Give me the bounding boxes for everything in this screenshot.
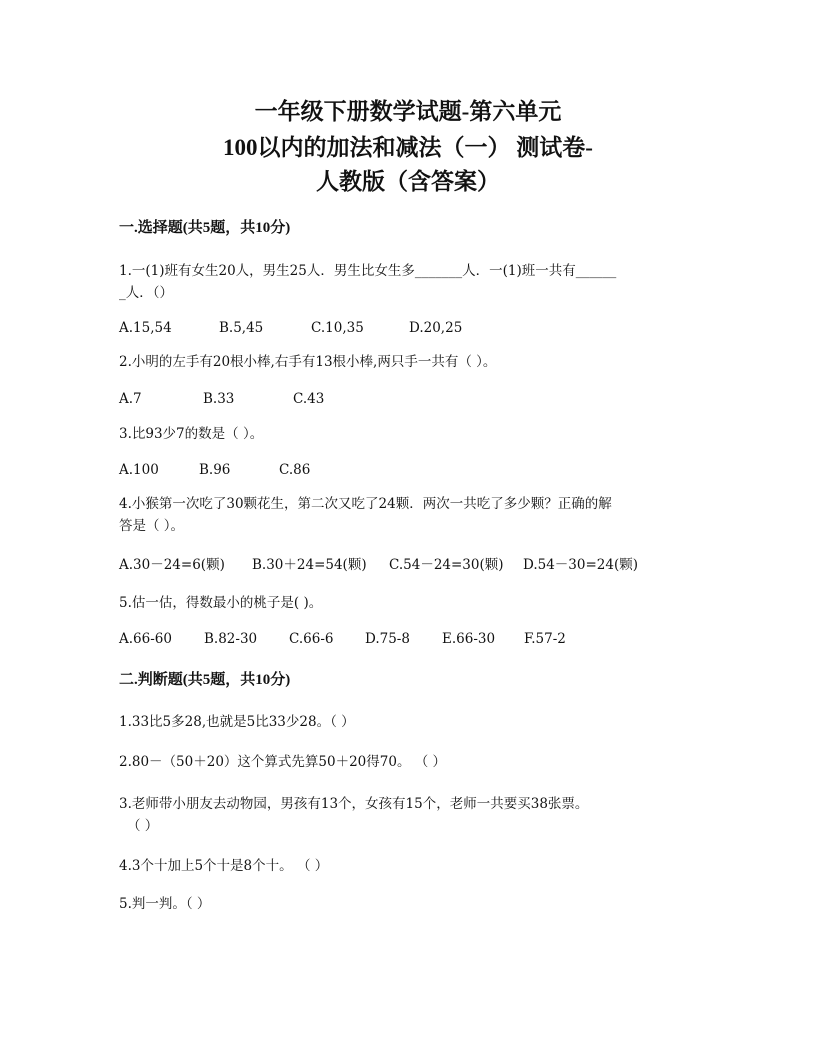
question-text: 5.判一判。（ ） bbox=[119, 896, 211, 912]
option-d: D.75-8 bbox=[365, 631, 410, 647]
option-c: C.54－24=30(颗) bbox=[389, 557, 504, 573]
worksheet-title-line-1: 一年级下册数学试题-第六单元 bbox=[254, 99, 562, 124]
choice-question-3 bbox=[119, 423, 709, 445]
worksheet-title-line-2: 100以内的加法和减法（一） 测试卷- bbox=[223, 135, 593, 160]
judgement-question-4 bbox=[119, 855, 709, 877]
judgement-question-2 bbox=[119, 751, 709, 773]
section-heading-multiple-choice: 一.选择题(共5题，共10分) bbox=[119, 220, 291, 236]
section-heading-true-false: 二.判断题(共5题，共10分) bbox=[119, 672, 291, 688]
option-b: B.5,45 bbox=[219, 320, 264, 336]
question-text: 2.80－（50＋20）这个算式先算50＋20得70。 （ ） bbox=[119, 754, 447, 770]
question-text: 1.一(1)班有女生20人，男生25人．男生比女生多_______人．一(1)班一共有______ bbox=[119, 263, 617, 279]
option-c: C.43 bbox=[293, 391, 325, 407]
option-b: B.33 bbox=[203, 391, 235, 407]
choice-question-2 bbox=[119, 351, 709, 373]
worksheet-title-line-3: 人教版（含答案） bbox=[316, 169, 500, 194]
judgement-question-5 bbox=[119, 893, 709, 915]
option-a: A.100 bbox=[119, 462, 159, 478]
question-text: 1.33比5多28,也就是5比33少28。（ ） bbox=[119, 714, 355, 730]
option-a: A.15,54 bbox=[119, 320, 172, 336]
option-c: C.10,35 bbox=[311, 320, 364, 336]
option-b: B.96 bbox=[199, 462, 231, 478]
question-text: 4.3个十加上5个十是8个十。 （ ） bbox=[119, 858, 329, 874]
option-a: A.7 bbox=[119, 391, 142, 407]
option-b: B.82-30 bbox=[204, 631, 258, 647]
question-text-continued: 答是（ ）。 bbox=[119, 518, 185, 534]
choice-question-4 bbox=[119, 493, 709, 537]
question-text: 3.比93少7的数是（ ）。 bbox=[119, 426, 264, 442]
option-c: C.86 bbox=[279, 462, 311, 478]
option-f: F.57-2 bbox=[524, 631, 566, 647]
choice-question-1 bbox=[119, 260, 709, 304]
option-a: A.30－24=6(颗) bbox=[119, 557, 225, 573]
option-e: E.66-30 bbox=[442, 631, 496, 647]
choice-question-5 bbox=[119, 592, 709, 614]
question-text: 5.估一估，得数最小的桃子是( )。 bbox=[119, 595, 323, 611]
judgement-question-3 bbox=[119, 793, 709, 837]
question-text: 2.小明的左手有20根小棒,右手有13根小棒,两只手一共有（ ）。 bbox=[119, 354, 497, 370]
question-text-continued: （ ） bbox=[127, 818, 159, 834]
question-text: 4.小猴第一次吃了30颗花生，第二次又吃了24颗．两次一共吃了多少颗？正确的解 bbox=[119, 496, 612, 512]
option-b: B.30＋24=54(颗) bbox=[252, 557, 367, 573]
option-d: D.20,25 bbox=[409, 320, 463, 336]
option-a: A.66-60 bbox=[119, 631, 172, 647]
question-text: 3.老师带小朋友去动物园，男孩有13个，女孩有15个，老师一共要买38张票。 bbox=[119, 796, 589, 812]
judgement-question-1 bbox=[119, 711, 709, 733]
option-c: C.66-6 bbox=[289, 631, 334, 647]
option-d: D.54－30=24(颗) bbox=[523, 557, 639, 573]
question-text-continued: _人．（） bbox=[119, 285, 173, 301]
